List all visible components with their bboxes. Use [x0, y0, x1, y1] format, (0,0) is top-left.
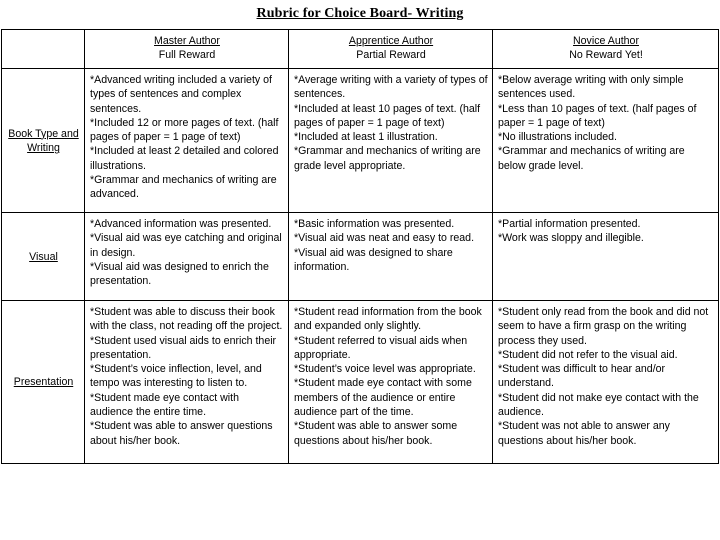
cell-novice-presentation [493, 301, 719, 464]
criterion-line: *Student made eye contact with some members of the audience or entire audience part of the time. [294, 377, 472, 419]
cell-master-visual [85, 213, 289, 301]
criterion-line: *Student’s voice level was appropriate. [294, 363, 476, 376]
header-level-title: Master Author [154, 35, 220, 47]
criterion-line: *Visual aid was designed to enrich the presentation. [90, 260, 269, 288]
header-reward: No Reward Yet! [569, 49, 643, 62]
criterion-line: *Included at least 1 illustration. [294, 131, 438, 144]
criterion-line: *Included 12 or more pages of text. (half pages of paper = 1 page of text) [90, 116, 279, 144]
cell-master-presentation [85, 301, 289, 464]
criterion-line: *Advanced writing included a variety of types of sentences and complex sentences. [90, 74, 272, 115]
criterion-line: *Less than 10 pages of text. (half pages of paper = 1 page of text) [498, 102, 697, 129]
criterion-line: *Basic information was presented. [294, 218, 455, 230]
criterion-line: *Visual aid was designed to share information. [294, 246, 453, 273]
cell-novice-book-type [493, 69, 719, 213]
criterion-line: *Grammar and mechanics of writing are advanced. [90, 174, 277, 201]
rubric-row-book-type [2, 69, 719, 213]
criterion-line: *Average writing with a variety of types of sentences. [294, 74, 488, 101]
criterion-line: *Student referred to visual aids when appropriate. [294, 334, 468, 361]
header-master-author [85, 30, 289, 69]
header-reward: Partial Reward [356, 49, 426, 62]
cell-novice-visual [493, 213, 719, 301]
header-apprentice-author [289, 30, 493, 69]
rubric-table [1, 29, 719, 464]
category-book-type-and-writing: Book Type and Writing [2, 69, 85, 213]
category-visual: Visual [2, 213, 85, 301]
criterion-line: *Student used visual aids to enrich their presentation. [90, 334, 277, 361]
criterion-line: *Included at least 10 pages of text. (half pages of paper = 1 page of text) [294, 102, 481, 129]
criterion-line: *Student was able to answer some questions about his/her book. [294, 420, 458, 447]
header-corner-cell [2, 30, 85, 69]
criterion-line: *Student was not able to answer any questions about his/her book. [498, 420, 670, 447]
cell-master-book-type [85, 69, 289, 213]
criterion-line: *Advanced information was presented. [90, 218, 272, 230]
criterion-line: *No illustrations included. [498, 131, 617, 144]
cell-apprentice-book-type [289, 69, 493, 213]
criterion-line: *Student did not refer to the visual aid. [498, 348, 678, 361]
criterion-line: *Student made eye contact with audience the entire time. [90, 391, 239, 419]
rubric-row-visual [2, 213, 719, 301]
rubric-row-presentation [2, 301, 719, 464]
category-presentation: Presentation [2, 301, 85, 464]
criterion-line: *Below average writing with only simple sentences used. [498, 74, 684, 101]
header-row [2, 30, 719, 69]
rubric-title: Rubric for Choice Board- Writing [256, 6, 464, 21]
cell-apprentice-presentation [289, 301, 493, 464]
criterion-line: *Partial information presented. [498, 218, 641, 230]
criterion-line: *Student was able to answer questions about his/her book. [90, 420, 273, 447]
header-reward: Full Reward [158, 49, 216, 62]
criterion-line: *Grammar and mechanics of writing are grade level appropriate. [294, 145, 481, 172]
criterion-line: *Grammar and mechanics of writing are below grade level. [498, 145, 685, 172]
header-level-title: Apprentice Author [348, 35, 434, 47]
criterion-line: *Student only read from the book and did not seem to have a firm grasp on the writing process they used. [498, 306, 709, 347]
criterion-line: *Student was able to discuss their book with the class, not reading off the project. [90, 306, 283, 333]
criterion-line: *Visual aid was eye catching and original in design. [90, 232, 282, 259]
criterion-line: *Student’s voice inflection, level, and tempo was interesting to listen to. [90, 363, 262, 390]
criterion-line: *Student was difficult to hear and/or understand. [498, 363, 666, 390]
criterion-line: *Included at least 2 detailed and colored illustrations. [90, 145, 279, 172]
criterion-line: *Work was sloppy and illegible. [498, 232, 644, 245]
header-level-title: Novice Author [573, 35, 639, 47]
criterion-line: *Student did not make eye contact with the audience. [498, 391, 699, 419]
header-novice-author [493, 30, 719, 69]
cell-apprentice-visual [289, 213, 493, 301]
criterion-line: *Student read information from the book and expanded only slightly. [294, 306, 482, 333]
criterion-line: *Visual aid was neat and easy to read. [294, 232, 475, 245]
